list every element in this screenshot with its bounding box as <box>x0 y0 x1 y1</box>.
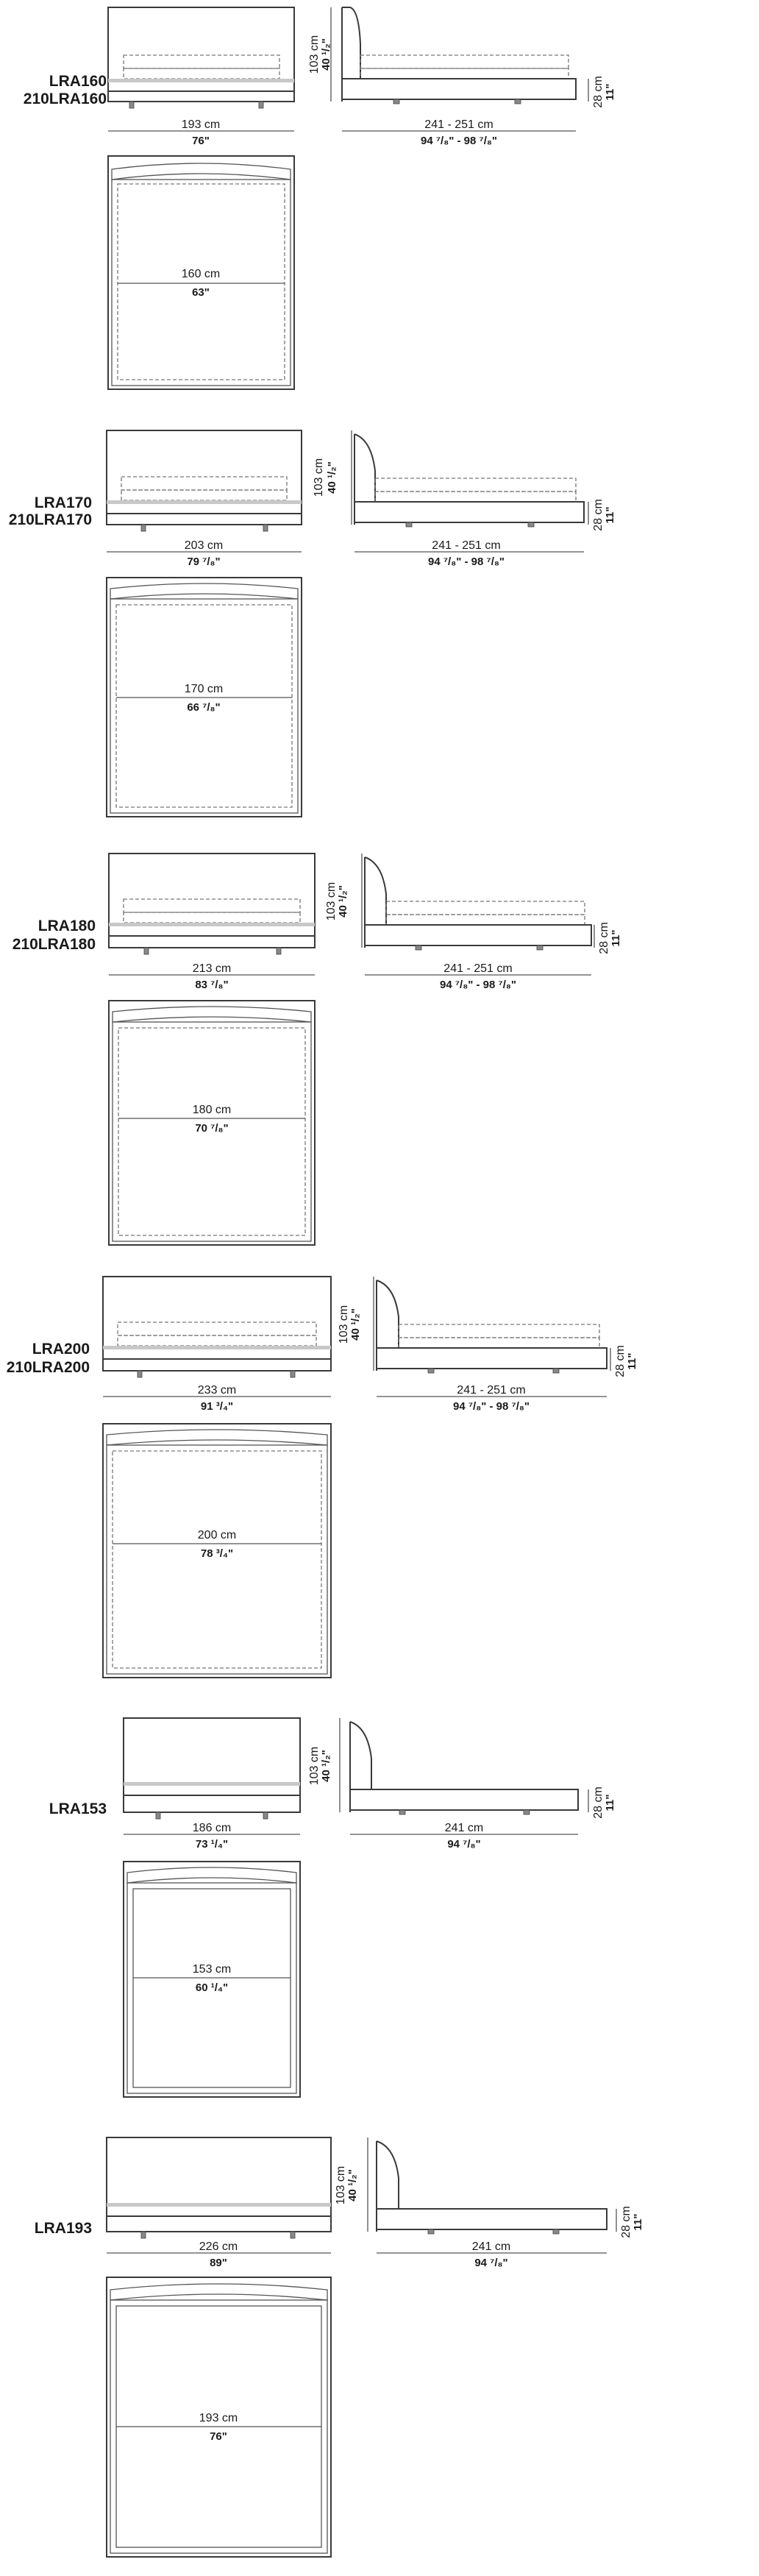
bed-leg <box>263 525 268 531</box>
front-width-in: 73 ¹/₄" <box>195 1838 229 1851</box>
frame-height-in: 11" <box>604 1794 616 1812</box>
side-view <box>377 1280 607 1373</box>
side-length-in: 94 ⁷/₈" - 98 ⁷/₈" <box>439 979 517 991</box>
frame-height-cm: 28 cm <box>620 2206 632 2238</box>
frame-height-in: 11" <box>604 506 616 524</box>
bed-leg <box>277 948 281 954</box>
front-view <box>103 1277 331 1377</box>
height-cm: 103 cm <box>308 35 321 74</box>
bed-leg <box>428 2229 434 2234</box>
frame-height-in: 11" <box>632 2213 644 2231</box>
front-width-cm: 213 cm <box>192 962 232 975</box>
mattress-width-in: 63" <box>192 286 210 299</box>
model-code: LRA200 <box>32 1341 90 1358</box>
mattress-width-in: 78 ³/₄" <box>200 1547 234 1560</box>
front-width-cm: 193 cm <box>181 118 221 131</box>
front-width-in: 76" <box>192 135 210 147</box>
mattress-width-in: 70 ⁷/₈" <box>195 1122 229 1135</box>
front-width-cm: 226 cm <box>199 2240 238 2253</box>
frame-height-cm: 28 cm <box>592 1786 605 1819</box>
mattress-width-cm: 153 cm <box>192 1963 232 1976</box>
bed-leg <box>141 525 146 531</box>
front-view <box>124 1718 300 1819</box>
frame-height-cm: 28 cm <box>614 1345 627 1377</box>
height-in: 40 ¹/₂" <box>320 38 332 71</box>
bed-leg <box>553 1369 559 1373</box>
height-cm: 103 cm <box>325 881 338 921</box>
front-width-in: 89" <box>210 2257 227 2269</box>
mattress-width-cm: 200 cm <box>197 1529 237 1541</box>
side-length-in: 94 ⁷/₈" - 98 ⁷/₈" <box>427 556 505 568</box>
height-cm: 103 cm <box>335 2165 347 2205</box>
bed-lra200 <box>7 1277 638 1678</box>
front-width-cm: 233 cm <box>197 1384 237 1397</box>
model-code-variant: 210LRA160 <box>23 91 107 107</box>
model-code: LRA193 <box>34 2220 92 2237</box>
front-width-in: 91 ³/₄" <box>200 1400 234 1413</box>
frame-height-in: 11" <box>604 83 616 101</box>
model-code: LRA180 <box>38 918 96 934</box>
side-length-cm: 241 - 251 cm <box>443 962 513 975</box>
mattress-width-cm: 180 cm <box>192 1104 232 1116</box>
bed-leg <box>537 945 543 950</box>
mattress-width-in: 60 ¹/₄" <box>195 1981 229 1994</box>
top-view <box>124 1862 300 2097</box>
model-code-variant: 210LRA200 <box>6 1359 90 1376</box>
bed-leg <box>393 99 399 104</box>
bed-leg <box>156 1812 160 1819</box>
model-code: LRA170 <box>34 494 92 511</box>
model-code: LRA160 <box>49 73 107 90</box>
side-length-cm: 241 - 251 cm <box>432 539 501 552</box>
mattress-width-cm: 193 cm <box>199 2412 238 2424</box>
bed-leg <box>291 2232 295 2238</box>
side-view <box>354 434 584 527</box>
frame-height-in: 11" <box>610 929 622 947</box>
frame-height-cm: 28 cm <box>592 76 605 108</box>
height-cm: 103 cm <box>308 1746 321 1786</box>
height-cm: 103 cm <box>313 458 325 497</box>
bed-leg <box>263 1812 268 1819</box>
front-width-cm: 186 cm <box>192 1822 232 1834</box>
side-view <box>377 2141 607 2234</box>
mattress-width-in: 66 ⁷/₈" <box>187 701 221 714</box>
front-view <box>107 2137 331 2238</box>
bed-leg <box>259 102 263 108</box>
side-view <box>342 7 576 104</box>
bed-leg <box>129 102 134 108</box>
mattress-width-cm: 170 cm <box>184 683 224 695</box>
mattress-width-cm: 160 cm <box>181 268 221 280</box>
bed-leg <box>428 1369 434 1373</box>
bed-leg <box>528 522 534 527</box>
bed-leg <box>138 1371 142 1377</box>
front-width-in: 83 ⁷/₈" <box>195 979 229 991</box>
bed-leg <box>141 2232 146 2238</box>
height-in: 40 ¹/₂" <box>337 885 349 918</box>
bed-lra180 <box>13 854 622 1245</box>
mattress-width-in: 76" <box>210 2430 227 2443</box>
height-in: 40 ¹/₂" <box>320 1750 332 1782</box>
front-width-in: 79 ⁷/₈" <box>187 556 221 568</box>
bed-leg <box>291 1371 295 1377</box>
front-view <box>109 854 315 954</box>
model-code-variant: 210LRA180 <box>12 936 96 953</box>
front-view <box>107 430 302 531</box>
model-code-variant: 210LRA170 <box>8 511 92 528</box>
height-in: 40 ¹/₂" <box>349 1308 362 1341</box>
bed-lra160 <box>24 7 616 389</box>
bed-leg <box>524 1810 530 1814</box>
height-in: 40 ¹/₂" <box>326 461 338 494</box>
side-view <box>350 1722 578 1814</box>
frame-height-in: 11" <box>626 1352 638 1370</box>
side-length-cm: 241 cm <box>444 1822 484 1834</box>
side-length-cm: 241 - 251 cm <box>424 118 493 131</box>
side-view <box>365 857 591 950</box>
side-length-in: 94 ⁷/₈" - 98 ⁷/₈" <box>420 135 498 147</box>
side-length-cm: 241 cm <box>471 2240 511 2253</box>
front-view <box>108 7 294 108</box>
bed-leg <box>399 1810 405 1814</box>
bed-leg <box>416 945 421 950</box>
bed-leg <box>144 948 149 954</box>
height-in: 40 ¹/₂" <box>346 2169 359 2201</box>
frame-height-cm: 28 cm <box>598 922 610 954</box>
model-code: LRA153 <box>49 1800 107 1817</box>
bed-leg <box>406 522 412 527</box>
bed-leg <box>553 2229 559 2234</box>
bed-lra193 <box>35 2137 644 2557</box>
side-length-in: 94 ⁷/₈" <box>474 2257 508 2269</box>
front-width-cm: 203 cm <box>184 539 224 552</box>
side-length-cm: 241 - 251 cm <box>457 1384 526 1397</box>
side-length-in: 94 ⁷/₈" - 98 ⁷/₈" <box>452 1400 530 1413</box>
bed-lra170 <box>9 430 616 817</box>
side-length-in: 94 ⁷/₈" <box>447 1838 481 1851</box>
bed-leg <box>515 99 521 104</box>
bed-lra153 <box>49 1718 616 2097</box>
frame-height-cm: 28 cm <box>592 499 605 531</box>
height-cm: 103 cm <box>338 1305 350 1344</box>
